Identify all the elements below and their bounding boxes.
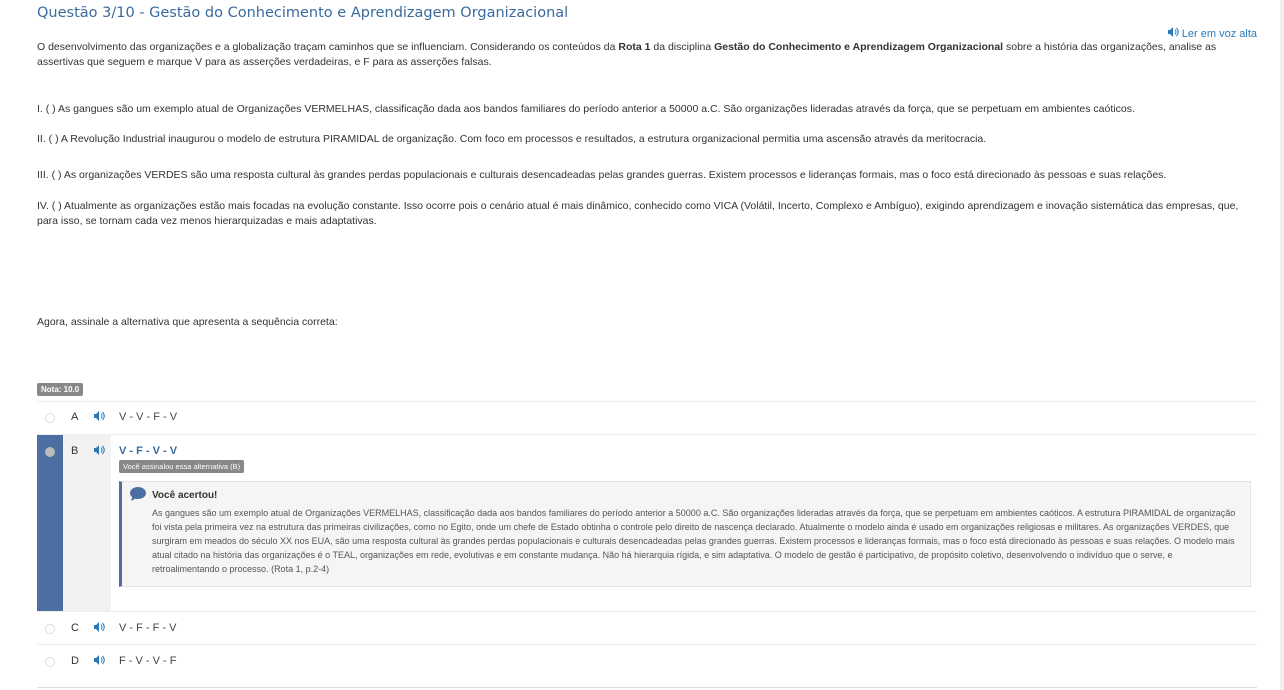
intro-bold-rota: Rota 1 [618, 41, 651, 53]
feedback-text: As gangues são um exemplo atual de Organizações VERMELHAS, classificação dada aos bandos familiares do período anterior a 50000 a.C. São organizações lideradas através da força, que se perpetuam em ambientes caóticos. A estrutura PIRAMIDAL de organização foi vista pela primeira vez na estrutura das primeiras civilizações, como no Egito, onde um chefe de Estado obtinha o controle pelo direito de nascença declarado. Atualmente o modelo ainda é usado em organizações religiosas e militares. As organizações VERDES, que surgiram em meados do século XX nos EUA, são uma resposta cultural às grandes perdas populacionais e culturais desencadeadas pelas grandes guerras. Existem processos e lideranças formais, mas o foco está direcionado às pessoas e suas relações. O modelo mais atual citado na história das organizações é o TEAL, organizações em rede, evolutivas e em constante mudança. Não há hierarquia rígida, e sim adaptativa. O modelo de gestão é participativo, de propósito coletivo, desenvolvendo o indivíduo que o serve, e retroalimentando o processo. (Rota 1, p.2-4) [152, 508, 1236, 574]
alternative-letter: A [71, 411, 79, 423]
alternative-a[interactable] [37, 401, 1257, 435]
divider [37, 687, 1257, 688]
speaker-icon [1168, 27, 1179, 40]
alternative-letter: C [71, 622, 79, 634]
speaker-icon[interactable] [94, 411, 105, 424]
alternative-text: F - V - V - F [119, 655, 177, 667]
speaker-icon[interactable] [94, 622, 105, 635]
statement-2: II. ( ) A Revolução Industrial inaugurou o modelo de estrutura PIRAMIDAL de organização. Com foco em processos e resultados, a estrutura organizacional permitia uma ascensão através da meritocracia. [37, 133, 987, 145]
read-aloud-label: Ler em voz alta [1181, 27, 1257, 40]
feedback-box [119, 481, 1251, 587]
scrollbar[interactable] [1280, 0, 1284, 690]
alternative-text: V - V - F - V [119, 411, 178, 423]
radio-d[interactable] [45, 657, 55, 667]
intro-text: sobre a história das organizações, analise as assertivas que seguem e marque V para as asserções verdadeiras, e F para as asserções falsas. [37, 41, 1217, 68]
question-title: Questão 3/10 - Gestão do Conhecimento e Aprendizagem Organizacional [37, 5, 569, 21]
comment-icon [130, 487, 146, 506]
speaker-icon[interactable] [94, 655, 105, 668]
intro-text: da disciplina [650, 41, 715, 53]
statement-1: I. ( ) As gangues são um exemplo atual de Organizações VERMELHAS, classificação dada aos bandos familiares do período anterior a 50000 a.C. São organizações lideradas através da força, que se perpetuam em ambientes caóticos. [37, 103, 1135, 115]
radio-a[interactable] [45, 413, 55, 423]
radio-c[interactable] [45, 624, 55, 634]
alternative-c[interactable] [37, 611, 1257, 645]
alternative-b[interactable] [37, 434, 1257, 612]
alternative-text: V - F - F - V [119, 622, 177, 634]
feedback-title: Você acertou! [152, 490, 218, 501]
grade-badge: Nota: 10.0 [37, 383, 83, 396]
statement-4: IV. ( ) Atualmente as organizações estão mais focadas na evolução constante. Isso ocorre pois o cenário atual é mais dinâmico, conhecido como VICA (Volátil, Incerto, Complexo e Ambíguo), exigindo aprendizagem e inovação sistemática das empresas, que, para isso, se tornam cada vez menos hierarquizadas e mais adaptativas. [37, 200, 1239, 227]
read-aloud-link[interactable] [1168, 27, 1257, 40]
speaker-icon[interactable] [94, 445, 105, 458]
selected-stripe [37, 435, 63, 612]
question-prompt: Agora, assinale a alternativa que apresenta a sequência correta: [37, 316, 338, 328]
intro-bold-discipline: Gestão do Conhecimento e Aprendizagem Organizacional [714, 41, 1004, 53]
selected-background [63, 435, 111, 612]
alternative-d[interactable] [37, 644, 1257, 678]
alternative-text: V - F - V - V [119, 445, 178, 457]
intro-text: O desenvolvimento das organizações e a globalização traçam caminhos que se influenciam. Considerando os conteúdos da [37, 41, 619, 53]
question-intro [37, 40, 1257, 70]
selected-badge: Você assinalou essa alternativa (B) [119, 460, 244, 473]
radio-b[interactable] [45, 447, 55, 457]
alternative-letter: B [71, 445, 79, 457]
statement-3: III. ( ) As organizações VERDES são uma resposta cultural às grandes perdas populacionais e culturais desencadeadas pelas grandes guerras. Existem processos e lideranças formais, mas o foco está direcionado às pessoas e suas relações. [37, 169, 1167, 181]
alternative-letter: D [71, 655, 79, 667]
